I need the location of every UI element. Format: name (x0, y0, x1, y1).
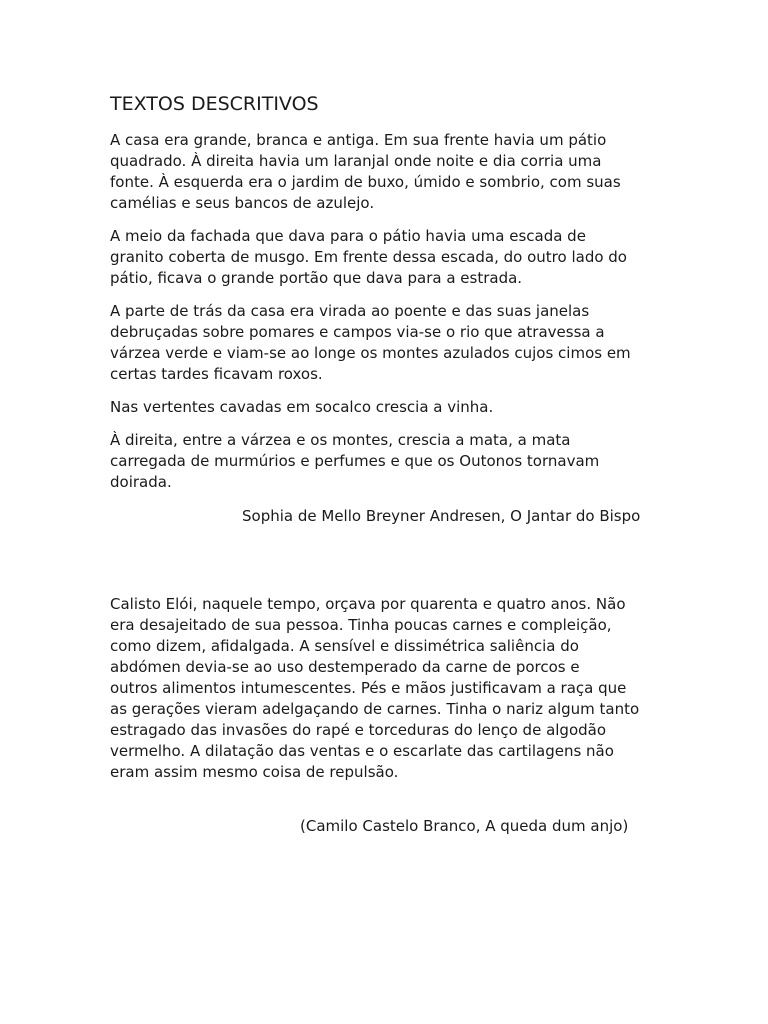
paragraph-1 (110, 130, 621, 214)
paragraph-line: A parte de trás da casa era virada ao poente e das suas janelas (110, 302, 590, 320)
paragraph-line: eram assim mesmo coisa de repulsão. (110, 763, 399, 781)
paragraph-line: doirada. (110, 473, 172, 491)
paragraph-line: debruçadas sobre pomares e campos via-se o rio que atravessa a (110, 323, 605, 341)
paragraph-line: Calisto Elói, naquele tempo, orçava por quarenta e quatro anos. Não (110, 595, 626, 613)
paragraph-line: estragado das invasões do rapé e torceduras do lenço de algodão (110, 721, 607, 739)
paragraph-5 (110, 430, 599, 493)
paragraph-6 (110, 594, 639, 783)
paragraph-line: granito coberta de musgo. Em frente dessa escada, do outro lado do (110, 248, 627, 266)
paragraph-line: camélias e seus bancos de azulejo. (110, 194, 375, 212)
paragraph-line: outros alimentos intumescentes. Pés e mãos justificavam a raça que (110, 679, 627, 697)
paragraph-4 (110, 397, 493, 418)
paragraph-line: várzea verde e viam-se ao longe os montes azulados cujos cimos em (110, 344, 631, 362)
attribution-1: Sophia de Mello Breyner Andresen, O Jantar do Bispo (242, 507, 641, 525)
paragraph-line: certas tardes ficavam roxos. (110, 365, 323, 383)
paragraph-line: A meio da fachada que dava para o pátio havia uma escada de (110, 227, 586, 245)
paragraph-line: fonte. À esquerda era o jardim de buxo, úmido e sombrio, com suas (110, 173, 621, 191)
paragraph-line: carregada de murmúrios e perfumes e que os Outonos tornavam (110, 452, 600, 470)
paragraph-line: como dizem, afidalgada. A sensível e dissimétrica saliência do (110, 637, 579, 655)
paragraph-line: pátio, ficava o grande portão que dava para a estrada. (110, 269, 523, 287)
paragraph-line: era desajeitado de sua pessoa. Tinha poucas carnes e compleição, (110, 616, 612, 634)
paragraph-line: vermelho. A dilatação das ventas e o escarlate das cartilagens não (110, 742, 614, 760)
document-title: TEXTOS DESCRITIVOS (110, 93, 319, 115)
paragraph-line: A casa era grande, branca e antiga. Em sua frente havia um pátio (110, 131, 607, 149)
attribution-2: (Camilo Castelo Branco, A queda dum anjo) (300, 817, 629, 835)
paragraph-line: Nas vertentes cavadas em socalco crescia a vinha. (110, 398, 494, 416)
paragraph-line: À direita, entre a várzea e os montes, crescia a mata, a mata (110, 431, 571, 449)
paragraph-line: as gerações vieram adelgaçando de carnes. Tinha o nariz algum tanto (110, 700, 640, 718)
paragraph-line: abdómen devia-se ao uso destemperado da carne de porcos e (110, 658, 580, 676)
paragraph-3 (110, 301, 631, 385)
paragraph-2 (110, 226, 627, 289)
paragraph-line: quadrado. À direita havia um laranjal onde noite e dia corria uma (110, 152, 602, 170)
